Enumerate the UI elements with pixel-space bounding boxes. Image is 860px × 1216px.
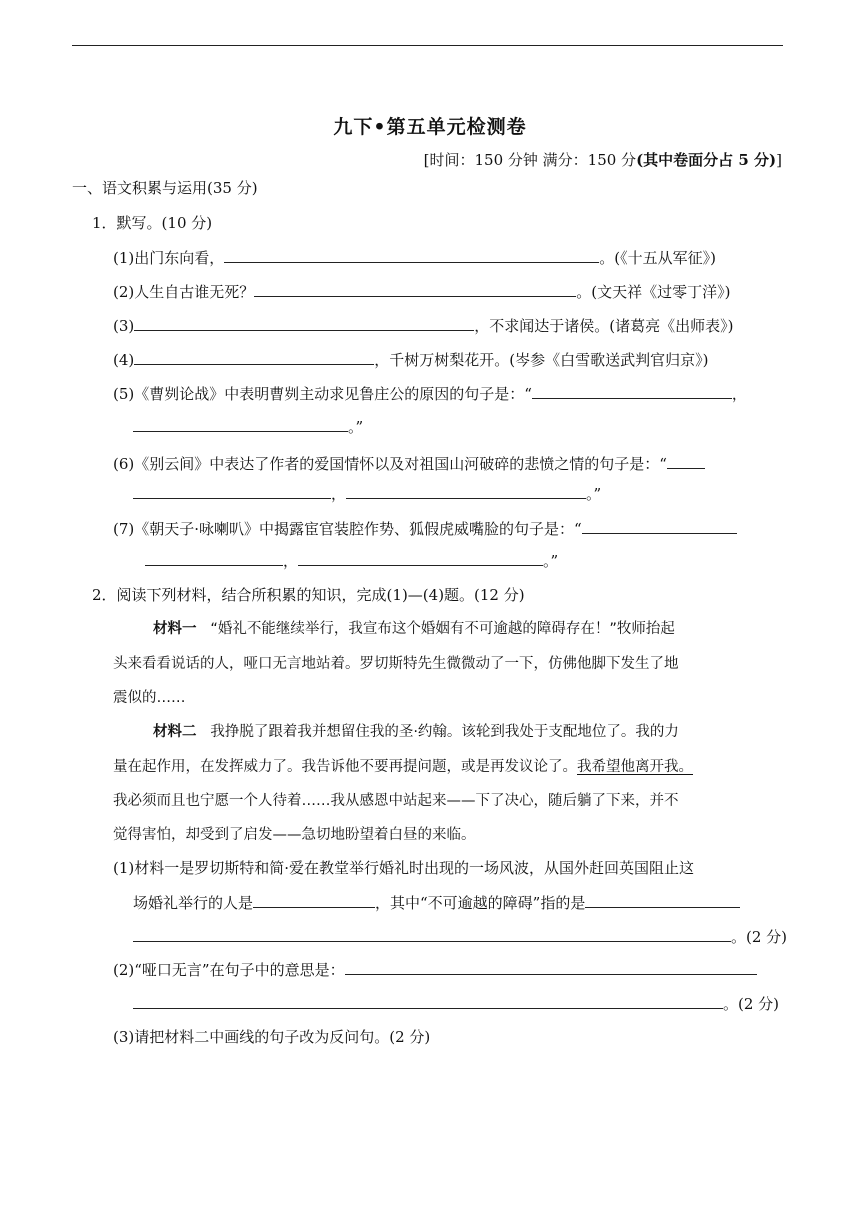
material-1-line-2: 头来看看说话的人，哑口无言地站着。罗切斯特先生微微动了一下，仿佛他脚下发生了地	[113, 656, 679, 672]
q2-sub1-text-a: 场婚礼举行的人是	[133, 894, 254, 912]
answer-blank[interactable]	[224, 247, 599, 263]
answer-blank[interactable]	[134, 349, 374, 365]
q2-sub1-line-2	[133, 892, 740, 913]
material-2-line	[153, 722, 679, 742]
answer-blank[interactable]	[254, 281, 576, 297]
q2-stem: 2．阅读下列材料，结合所积累的知识，完成(1)—(4)题。(12 分)	[92, 586, 525, 604]
q2-sub1-score: 。(2 分)	[731, 928, 788, 946]
answer-blank[interactable]	[532, 383, 732, 399]
answer-blank[interactable]	[345, 959, 757, 975]
q1-part1	[113, 247, 716, 268]
answer-blank[interactable]	[582, 518, 737, 534]
q2-sub3-line-1: (3)请把材料二中画线的句子改为反问句。(2 分)	[113, 1028, 431, 1046]
header-rule	[72, 45, 783, 46]
answer-blank[interactable]	[133, 993, 723, 1009]
answer-blank[interactable]	[133, 926, 731, 942]
q1-part2	[113, 281, 730, 302]
q1-p2-text: (2)人生自古谁无死？	[113, 283, 255, 301]
q1-p3-text: ，不求闻达于诸侯。(诸葛亮《出师表》)	[474, 317, 734, 335]
material-1-label: 材料一	[153, 620, 197, 637]
underlined-sentence: 我希望他离开我。	[577, 759, 693, 775]
exam-meta	[424, 149, 782, 170]
answer-blank[interactable]	[134, 315, 474, 331]
answer-blank[interactable]	[346, 483, 586, 499]
q1-part6	[113, 453, 705, 474]
answer-blank[interactable]	[253, 892, 375, 908]
answer-blank[interactable]	[298, 550, 543, 566]
section-heading: 一、语文积累与运用(35 分)	[72, 179, 258, 197]
q2-sub2-line-1	[113, 959, 757, 980]
material-2-text: 我挣脱了跟着我并想留住我的圣·约翰。该轮到我处于支配地位了。我的力	[210, 724, 679, 740]
q2-sub1-line-1: (1)材料一是罗切斯特和简·爱在教堂举行婚礼时出现的一场风波，从国外赶回英国阻止这	[113, 859, 695, 877]
q2-sub2-score: 。(2 分)	[723, 995, 780, 1013]
q1-part7-cont	[145, 550, 558, 571]
answer-blank[interactable]	[133, 416, 348, 432]
q2-sub1-text-b: ，其中“不可逾越的障碍”指的是	[375, 894, 586, 912]
meta-bold: (其中卷面分占 5 分)	[636, 151, 777, 169]
material-1-line	[153, 619, 675, 639]
q1-p6-end: 。”	[586, 485, 602, 503]
answer-blank[interactable]	[133, 483, 331, 499]
q1-p5-end: 。”	[348, 418, 364, 436]
meta-prefix: [时间：150 分钟 满分：150 分	[423, 151, 637, 169]
q1-part5	[113, 383, 747, 404]
q1-p2-source: 。(文天祥《过零丁洋》)	[576, 283, 731, 301]
q1-p7-comma: ，	[283, 552, 299, 570]
q1-part6-cont	[133, 483, 601, 504]
q1-p6-text: (6)《别云间》中表达了作者的爱国情怀以及对祖国山河破碎的悲愤之情的句子是：“	[113, 455, 667, 473]
q1-p1-text: (1)出门东向看，	[113, 249, 225, 267]
answer-blank[interactable]	[145, 550, 283, 566]
answer-blank[interactable]	[585, 892, 740, 908]
material-2-line-2	[113, 757, 693, 777]
q1-p7-end: 。”	[543, 552, 559, 570]
q1-p4-num: (4)	[113, 351, 135, 369]
q1-p3-num: (3)	[113, 317, 135, 335]
q1-part7	[113, 518, 737, 539]
material-2-line-3: 我必须而且也宁愿一个人待着……我从感恩中站起来——下了决心，随后躺了下来，并不	[113, 793, 679, 809]
q1-p7-text: (7)《朝天子·咏喇叭》中揭露宦官装腔作势、狐假虎威嘴脸的句子是：“	[113, 520, 582, 538]
q1-part3	[113, 315, 733, 336]
meta-suffix: ]	[776, 151, 782, 169]
material-1-line-3: 震似的……	[113, 690, 186, 706]
q1-stem: 1．默写。(10 分)	[92, 214, 213, 232]
q2-sub2-line-2	[133, 993, 779, 1014]
q1-p4-text: ，千树万树梨花开。(岑参《白雪歌送武判官归京》)	[374, 351, 709, 369]
material-2-line-4: 觉得害怕，却受到了启发——急切地盼望着白昼的来临。	[113, 827, 476, 843]
q1-part5-cont	[133, 416, 363, 437]
material-2-label: 材料二	[153, 723, 197, 740]
q1-p1-source: 。(《十五从军征》)	[599, 249, 716, 267]
q1-p6-comma: ，	[331, 485, 347, 503]
q1-part4	[113, 349, 708, 370]
answer-blank[interactable]	[667, 453, 705, 469]
page-title: 九下•第五单元检测卷	[333, 116, 527, 138]
q1-p5-text: (5)《曹刿论战》中表明曹刿主动求见鲁庄公的原因的句子是：“	[113, 385, 532, 403]
material-1-text: “婚礼不能继续举行，我宣布这个婚姻有不可逾越的障碍存在！”牧师抬起	[210, 621, 675, 637]
q2-sub2-text: (2)“哑口无言”在句子中的意思是：	[113, 961, 345, 979]
q2-sub1-line-3	[133, 926, 787, 947]
material-2-text-2: 量在起作用，在发挥威力了。我告诉他不要再提问题，或是再发议论了。	[113, 759, 577, 775]
q1-p5-comma: ，	[731, 385, 747, 403]
